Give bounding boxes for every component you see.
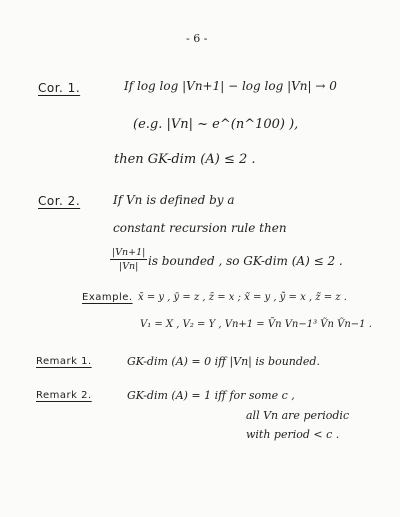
example-line2: V₁ = X , V₂ = Y , Vn+1 = V̄n Vn−1³ Ṽn Ṽn−1 . [140,319,372,330]
cor2-ratio-fraction [110,247,147,272]
remark2-line1: GK-dim (A) = 1 iff for some c , [127,389,295,402]
cor1-condition: If log log |Vn+1| − log log |Vn| → 0 [124,79,337,93]
remark2-line2: all Vn are periodic [246,409,350,422]
cor2-line1: If Vn is defined by a [113,193,235,207]
cor2-ratio-numerator: |Vn+1| [112,247,146,258]
cor1-example: (e.g. |Vn| ~ e^(n^100) ), [133,117,299,132]
cor2-line3: is bounded , so GK-dim (A) ≤ 2 . [148,254,343,268]
page-number: - 6 - [186,32,208,45]
remark2-line3: with period < c . [246,428,340,441]
cor1-conclusion: then GK-dim (A) ≤ 2 . [114,152,256,167]
remark1-heading: Remark 1. [36,356,92,367]
remark2-heading: Remark 2. [36,390,92,401]
cor2-ratio-denominator: |Vn| [119,261,139,272]
cor2-heading: Cor. 2. [38,194,81,208]
cor1-heading: Cor. 1. [38,81,81,95]
example-heading: Example. [82,292,133,303]
cor2-line2: constant recursion rule then [113,221,287,235]
example-line1: x̄ = y , ȳ = z , z̄ = x ; x̃ = y , ỹ = x , z̃ = z . [138,292,347,303]
remark1-text: GK-dim (A) = 0 iff |Vn| is bounded. [127,355,320,368]
